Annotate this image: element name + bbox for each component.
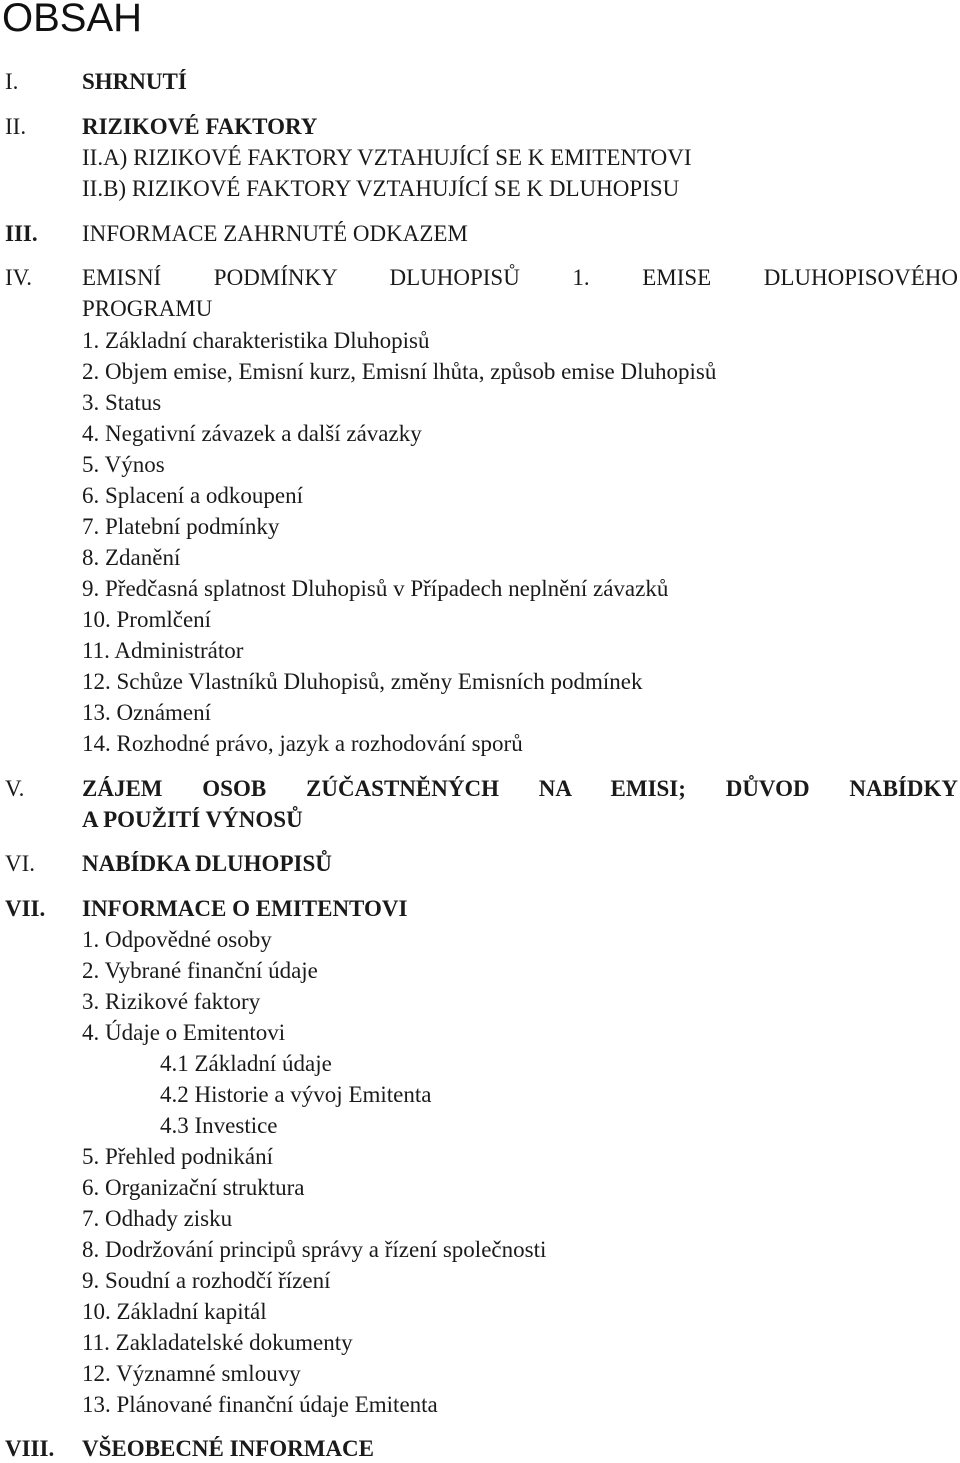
- toc-item-label[interactable]: 8. Dodržování principů správy a řízení společnosti: [82, 1237, 547, 1262]
- toc-subitem-label[interactable]: 4.1 Základní údaje: [160, 1051, 332, 1076]
- section-number: VII.: [5, 896, 46, 921]
- section-title[interactable]: INFORMACE ZAHRNUTÉ ODKAZEM: [82, 221, 468, 246]
- toc-item-label[interactable]: 1. Odpovědné osoby: [82, 927, 272, 952]
- toc-item-label[interactable]: 3. Rizikové faktory: [82, 989, 261, 1014]
- section-title[interactable]: RIZIKOVÉ FAKTORY: [82, 114, 318, 139]
- subsection-title[interactable]: II.A) RIZIKOVÉ FAKTORY VZTAHUJÍCÍ SE K EMITENTOVI: [82, 145, 692, 170]
- toc-item-label[interactable]: 5. Přehled podnikání: [82, 1144, 273, 1169]
- section-number: II.: [5, 114, 27, 139]
- section-title-line-2[interactable]: PROGRAMU: [82, 296, 213, 321]
- toc-item-label[interactable]: 9. Soudní a rozhodčí řízení: [82, 1268, 331, 1293]
- section-title[interactable]: VŠEOBECNÉ INFORMACE: [82, 1436, 375, 1461]
- section-title-line-1[interactable]: EMISNÍ PODMÍNKY DLUHOPISŮ 1. EMISE DLUHOPISOVÉHO: [82, 265, 958, 290]
- toc-item-label[interactable]: 13. Oznámení: [82, 700, 212, 725]
- section-title[interactable]: INFORMACE O EMITENTOVI: [82, 896, 408, 921]
- toc-item-label[interactable]: 10. Promlčení: [82, 607, 212, 632]
- subsection-title[interactable]: II.B) RIZIKOVÉ FAKTORY VZTAHUJÍCÍ SE K DLUHOPISU: [82, 176, 680, 201]
- toc-item-label[interactable]: 1. Základní charakteristika Dluhopisů: [82, 328, 430, 353]
- toc-item-label[interactable]: 14. Rozhodné právo, jazyk a rozhodování sporů: [82, 731, 523, 756]
- section-number: IV.: [5, 265, 33, 290]
- toc-item-label[interactable]: 6. Organizační struktura: [82, 1175, 305, 1200]
- toc-item-label[interactable]: 8. Zdanění: [82, 545, 181, 570]
- toc-item-label[interactable]: 12. Schůze Vlastníků Dluhopisů, změny Emisních podmínek: [82, 669, 643, 694]
- toc-item-label[interactable]: 10. Základní kapitál: [82, 1299, 267, 1324]
- toc-item-label[interactable]: 4. Údaje o Emitentovi: [82, 1020, 286, 1045]
- toc-item-label[interactable]: 9. Předčasná splatnost Dluhopisů v Případech neplnění závazků: [82, 576, 669, 601]
- section-title[interactable]: SHRNUTÍ: [82, 69, 187, 94]
- toc-item-label[interactable]: 12. Významné smlouvy: [82, 1361, 301, 1386]
- toc-item-label[interactable]: 5. Výnos: [82, 452, 165, 477]
- section-title-line-1[interactable]: ZÁJEM OSOB ZÚČASTNĚNÝCH NA EMISI; DŮVOD NABÍDKY: [82, 776, 958, 801]
- section-number: I.: [5, 69, 19, 94]
- section-number: VIII.: [5, 1436, 55, 1461]
- toc-item-label[interactable]: 13. Plánované finanční údaje Emitenta: [82, 1392, 438, 1417]
- toc-item-label[interactable]: 3. Status: [82, 390, 162, 415]
- toc-item-label[interactable]: 4. Negativní závazek a další závazky: [82, 421, 422, 446]
- toc-item-label[interactable]: 7. Odhady zisku: [82, 1206, 233, 1231]
- toc-item-label[interactable]: 11. Zakladatelské dokumenty: [82, 1330, 353, 1355]
- toc-item-label[interactable]: 7. Platební podmínky: [82, 514, 280, 539]
- toc-item-label[interactable]: 11. Administrátor: [82, 638, 244, 663]
- toc-item-label[interactable]: 2. Vybrané finanční údaje: [82, 958, 318, 983]
- section-number: III.: [5, 221, 38, 246]
- page-title: OBSAH: [2, 0, 143, 40]
- toc-item-label[interactable]: 6. Splacení a odkoupení: [82, 483, 304, 508]
- section-title[interactable]: NABÍDKA DLUHOPISŮ: [82, 851, 332, 876]
- toc-subitem-label[interactable]: 4.2 Historie a vývoj Emitenta: [160, 1082, 432, 1107]
- toc-item-label[interactable]: 2. Objem emise, Emisní kurz, Emisní lhůta, způsob emise Dluhopisů: [82, 359, 717, 384]
- toc-subitem-label[interactable]: 4.3 Investice: [160, 1113, 278, 1138]
- section-title-line-2[interactable]: A POUŽITÍ VÝNOSŮ: [82, 807, 303, 832]
- section-number: VI.: [5, 851, 36, 876]
- section-number: V.: [5, 776, 25, 801]
